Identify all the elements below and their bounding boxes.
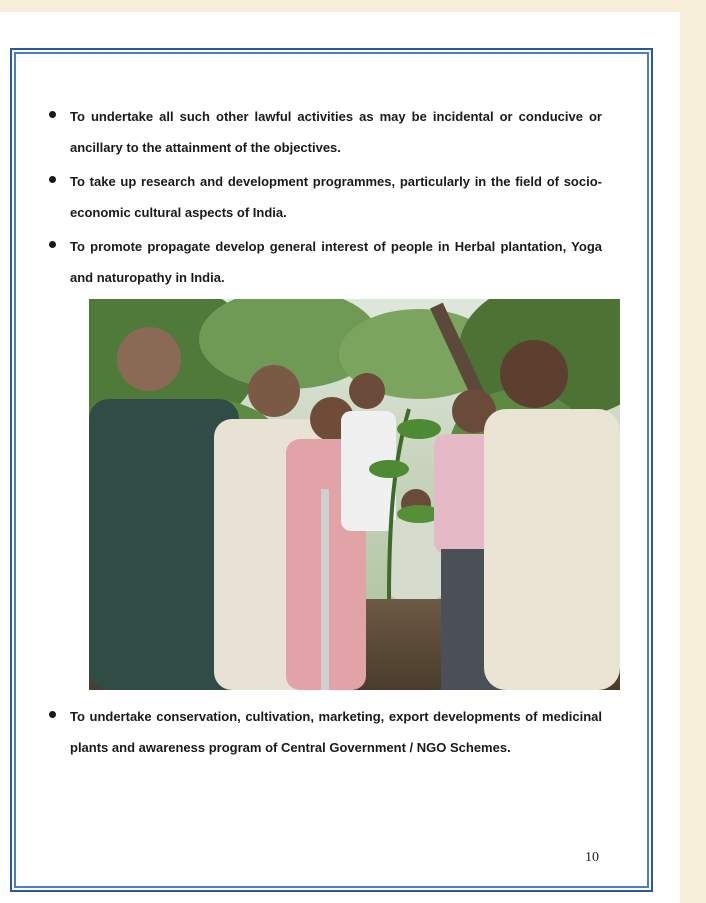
document-page — [0, 12, 680, 903]
bullet-dot-icon — [49, 111, 56, 118]
page-border-frame — [14, 52, 649, 888]
bullet-text: To undertake conservation, cultivation, marketing, export developments of medicinal plants and awareness program of Central Government / NGO Schemes. — [70, 709, 602, 755]
bullet-dot-icon — [49, 241, 56, 248]
bullet-text: To take up research and development programmes, particularly in the field of socio-economic cultural aspects of India. — [70, 174, 602, 220]
list-item — [70, 166, 602, 228]
bullet-dot-icon — [49, 711, 56, 718]
bullet-dot-icon — [49, 176, 56, 183]
bullet-text: To promote propagate develop general interest of people in Herbal plantation, Yoga and naturopathy in India. — [70, 239, 602, 285]
group-plantation-photo — [89, 299, 620, 690]
list-item — [70, 701, 602, 763]
list-item — [70, 231, 602, 293]
page-number: 10 — [585, 850, 599, 865]
list-item — [70, 101, 602, 163]
bullet-text: To undertake all such other lawful activities as may be incidental or conducive or ancillary to the attainment of the objectives. — [70, 109, 602, 155]
